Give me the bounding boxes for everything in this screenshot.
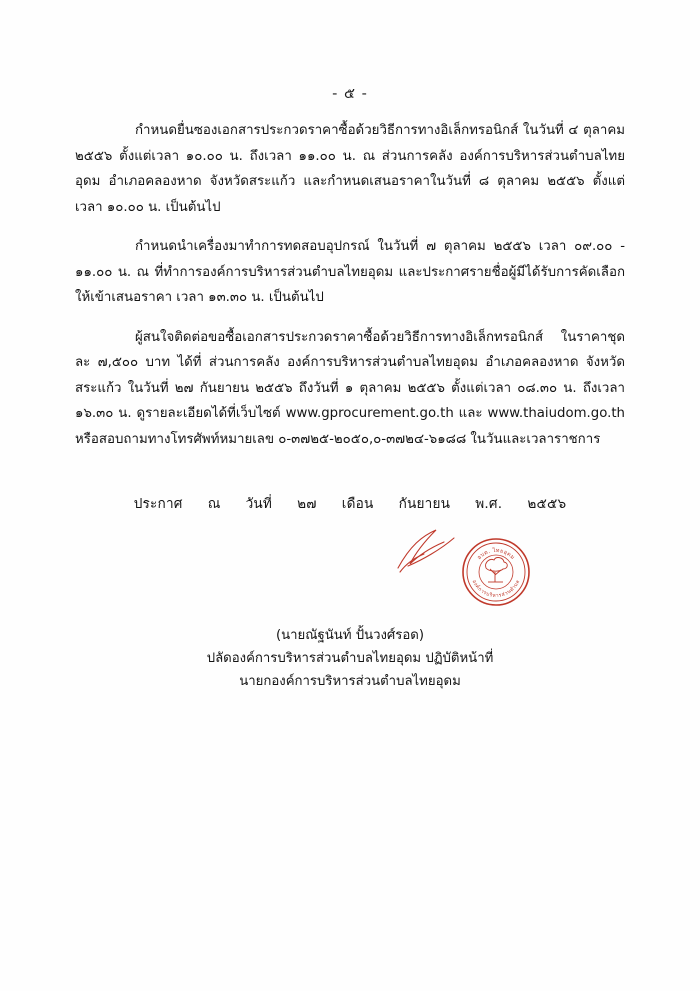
official-seal-and-signature bbox=[396, 516, 556, 626]
value-year: ๒๕๕๖ bbox=[527, 496, 567, 512]
signer-name: (นายณัฐนันท์ ปั้นวงศ์รอด) bbox=[275, 628, 425, 643]
page-number: - ๕ - bbox=[332, 86, 368, 102]
signer-position-2: นายกองค์การบริหารส่วนตำบลไทยอุดม bbox=[239, 674, 461, 689]
paragraph-equipment-test: กำหนดนำเครื่องมาทำการทดสอบอุปกรณ์ ในวันที่ ๗ ตุลาคม ๒๕๕๖ เวลา ๐๙.๐๐ - ๑๑.๐๐ น. ณ ที่ทำการองค์การบริหารส่วนตำบลไทยอุดม และประกาศรายชื่อผู้มีได้รับการคัดเลือกให้เข้าเสนอราคา เวลา ๑๓.๓๐ น. เป็นต้นไป bbox=[75, 239, 625, 305]
signer-block bbox=[0, 624, 700, 693]
announcement-date-line bbox=[0, 492, 700, 514]
value-month: กันยายน bbox=[398, 496, 451, 512]
document-body bbox=[75, 118, 625, 452]
label-month: เดือน bbox=[341, 496, 374, 512]
label-at: ณ bbox=[207, 496, 221, 512]
handwritten-signature bbox=[398, 530, 454, 572]
paragraph-purchase-info: ผู้สนใจติดต่อขอซื้อเอกสารประกวดราคาซื้อด้วยวิธีการทางอิเล็กทรอนิกส์ ในราคาชุดละ ๗,๕๐๐ บาท ได้ที่ ส่วนการคลัง องค์การบริหารส่วนตำบลไทยอุดม อำเภอคลองหาด จังหวัดสระแก้ว ในวันที่ ๒๗ กันยายน ๒๕๕๖ ถึงวันที่ ๑ ตุลาคม ๒๕๕๖ ตั้งแต่เวลา ๐๘.๓๐ น. ถึงเวลา ๑๖.๓๐ น. ดูรายละเอียดได้ที่เว็บไซต์ www.gprocurement.go.th และ www.thaiudom.go.th หรือสอบถามทางโทรศัพท์หมายเลข ๐-๓๗๒๕-๒๐๕๐,๐-๓๗๒๔-๖๑๘๘ ในวันและเวลาราชการ bbox=[75, 329, 625, 447]
paragraph-submission: กำหนดยื่นซองเอกสารประกวดราคาซื้อด้วยวิธีการทางอิเล็กทรอนิกส์ ในวันที่ ๔ ตุลาคม ๒๕๕๖ ตั้งแต่เวลา ๑๐.๐๐ น. ถึงเวลา ๑๑.๐๐ น. ณ ส่วนการคลัง องค์การบริหารส่วนตำบลไทยอุดม อำเภอคลองหาด จังหวัดสระแก้ว และกำหนดเสนอราคาในวันที่ ๘ ตุลาคม ๒๕๕๖ ตั้งแต่เวลา ๑๐.๐๐ น. เป็นต้นไป bbox=[75, 123, 625, 215]
label-year: พ.ศ. bbox=[475, 496, 503, 512]
signer-position-1: ปลัดองค์การบริหารส่วนตำบลไทยอุดม ปฏิบัติหน้าที่ bbox=[206, 651, 494, 666]
round-seal bbox=[463, 539, 529, 605]
svg-text:องค์การบริหารส่วนตำบล: องค์การบริหารส่วนตำบล bbox=[470, 579, 522, 600]
label-announce: ประกาศ bbox=[133, 496, 183, 512]
svg-text:อบต. ไทยอุดม: อบต. ไทยอุดม bbox=[476, 547, 516, 562]
label-date: วันที่ bbox=[245, 496, 273, 512]
value-day: ๒๗ bbox=[297, 496, 317, 512]
